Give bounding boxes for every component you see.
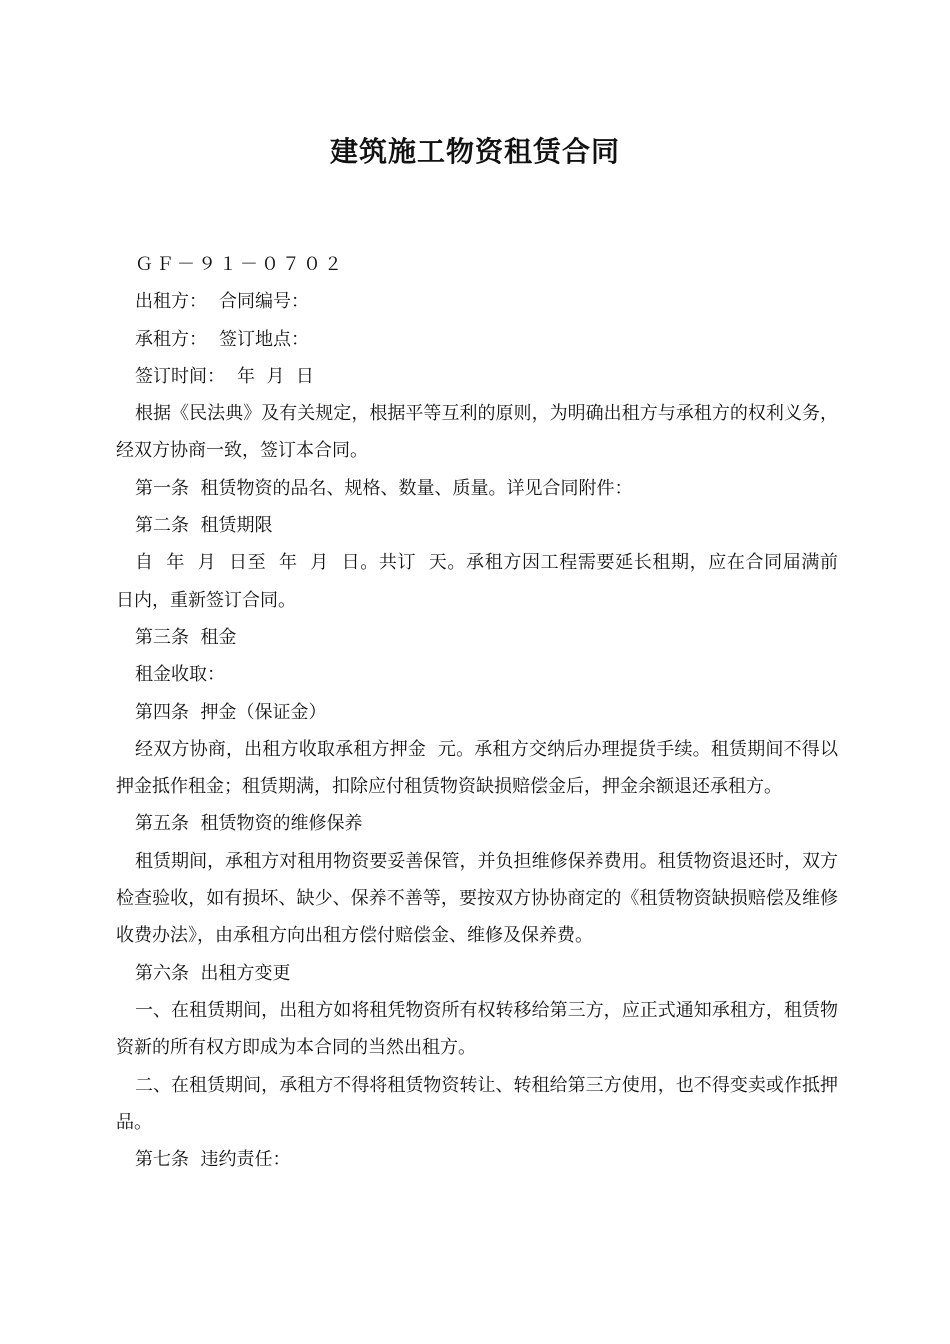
lessee-label: 承租方： bbox=[135, 328, 207, 350]
article-5-text: 租赁期间，承租方对租用物资要妥善保管，并负担维修保养费用。租赁物资退还时，双方检查验收，如有损坏、缺少、保养不善等，要按双方协协商定的《租赁物资缺损赔偿及维修收费办法》，由承租方向出租方偿付赔偿金、维修及保养费。 bbox=[116, 850, 838, 947]
article-7-heading: 第七条 违约责任： bbox=[135, 1149, 291, 1171]
lessor-label: 出租方： bbox=[135, 291, 207, 313]
article-6-heading: 第六条 出租方变更 bbox=[135, 962, 291, 984]
article-6-item-2: 二、在租赁期间，承租方不得将租赁物资转让、转租给第三方使用，也不得变卖或作抵押品。 bbox=[116, 1074, 838, 1133]
article-1: 第一条 租赁物资的品名、规格、数量、质量。详见合同附件： bbox=[135, 477, 633, 499]
article-6-item-1: 一、在租赁期间，出租方如将租凭物资所有权转移给第三方，应正式通知承租方，租赁物资新的所有权方即成为本合同的当然出租方。 bbox=[116, 999, 838, 1059]
lessor-line bbox=[116, 283, 838, 320]
article-2-text: 自 年 月 日至 年 月 日。共订 天。承租方因工程需要延长租期，应在合同届满前 日内，重新签订合同。 bbox=[116, 552, 850, 611]
sign-time-line bbox=[116, 358, 838, 395]
sign-time-label: 签订时间： bbox=[135, 365, 225, 387]
article-4-text: 经双方协商，出租方收取承租方押金 元。承租方交纳后办理提货手续。租赁期间不得以押金抵作租金；租赁期满，扣除应付租赁物资缺损赔偿金后，押金余额退还承租方。 bbox=[116, 738, 838, 798]
sign-place-label: 签订地点： bbox=[219, 328, 309, 350]
article-4-heading: 第四条 押金（保证金） bbox=[135, 701, 327, 723]
article-5-heading: 第五条 租赁物资的维修保养 bbox=[135, 813, 363, 835]
preamble-paragraph: 根据《民法典》及有关规定，根据平等互利的原则，为明确出租方与承租方的权利义务，经双方协商一致，签订本合同。 bbox=[116, 403, 838, 462]
document-title: 建筑施工物资租赁合同 bbox=[329, 135, 620, 168]
article-2-heading: 第二条 租赁期限 bbox=[135, 515, 273, 537]
lessee-line bbox=[116, 321, 838, 358]
document-body bbox=[116, 246, 850, 1178]
article-3-text: 租金收取： bbox=[135, 664, 225, 686]
article-3-heading: 第三条 租金 bbox=[135, 626, 237, 648]
contract-no-label: 合同编号： bbox=[219, 291, 309, 313]
sign-time-value: 年 月 日 bbox=[237, 365, 314, 387]
contract-code: ＧＦ－９１－０７０２ bbox=[135, 254, 345, 275]
